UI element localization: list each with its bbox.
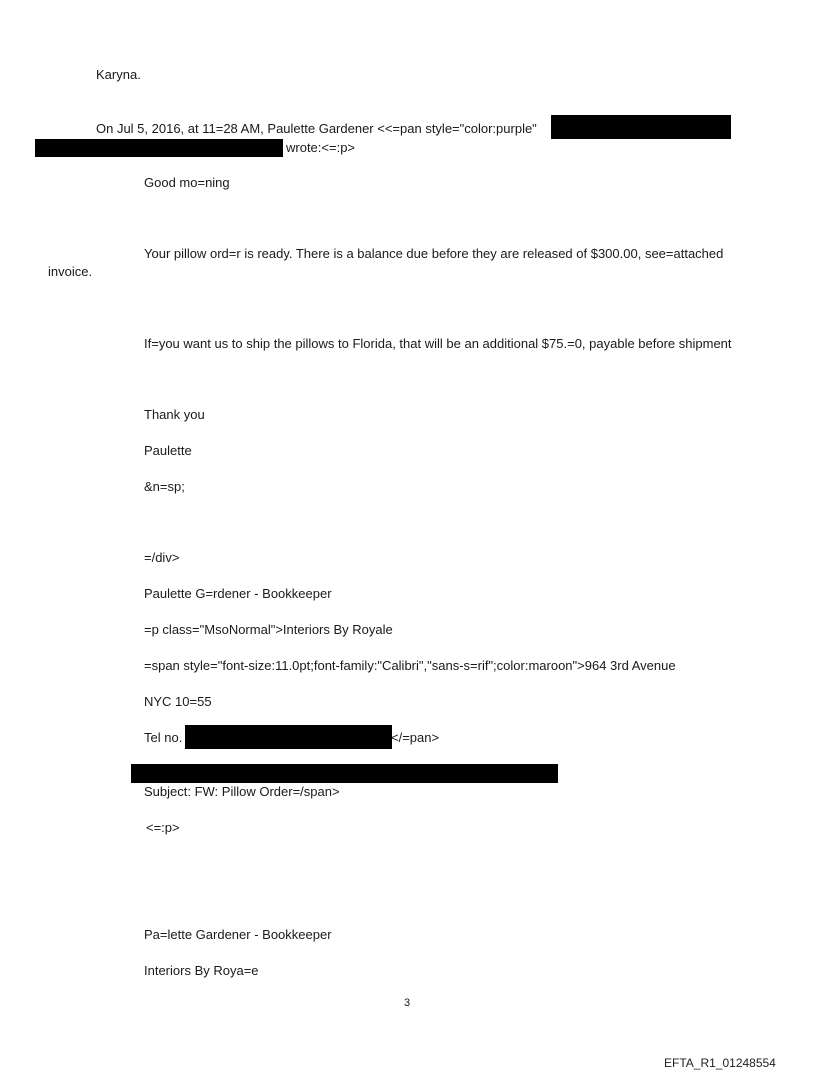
body-paragraph-1-wrap: invoice.: [48, 264, 93, 279]
signature-city: NYC 10=55: [144, 694, 212, 709]
page-number: 3: [404, 997, 411, 1009]
signature-name: Paulette G=rdener - Bookkeeper: [144, 586, 332, 601]
signature-company: =p class="MsoNormal">Interiors By Royale: [144, 622, 393, 637]
subject-line: Subject: FW: Pillow Order=/span>: [144, 784, 340, 799]
redaction-block: [35, 139, 283, 157]
document-id: EFTA_R1_01248554: [664, 1056, 776, 1070]
greeting: Good mo=ning: [144, 175, 230, 190]
closing-name: Karyna.: [96, 67, 141, 82]
tel-suffix: </=pan>: [391, 730, 440, 745]
body-paragraph-1: Your pillow ord=r is ready. There is a balance due before they are released of $300.00, see=attached: [144, 246, 724, 261]
sign-name: Paulette: [144, 443, 192, 458]
signature-company-2: Interiors By Roya=e: [144, 963, 259, 978]
body-paragraph-2: If=you want us to ship the pillows to Florida, that will be an additional $75.=0, payable before shipment: [144, 336, 732, 351]
redaction-block: [185, 725, 392, 749]
tel-label: Tel no.: [144, 730, 183, 745]
nbsp-line: &n=sp;: [144, 479, 185, 494]
div-close-line: =/div>: [144, 550, 180, 565]
para-close-line: <=:p>: [146, 820, 180, 835]
signature-address: =span style="font-size:11.0pt;font-family:"Calibri","sans-s=rif";color:maroon">964 3rd Avenue: [144, 658, 676, 673]
redaction-block: [131, 764, 558, 783]
thanks-line: Thank you: [144, 407, 205, 422]
redaction-block: [551, 115, 731, 139]
reply-header-line1: On Jul 5, 2016, at 11=28 AM, Paulette Gardener <<=pan style="color:purple": [96, 121, 537, 136]
signature-name-2: Pa=lette Gardener - Bookkeeper: [144, 927, 332, 942]
reply-header-wrote: wrote:<=:p>: [286, 140, 356, 155]
